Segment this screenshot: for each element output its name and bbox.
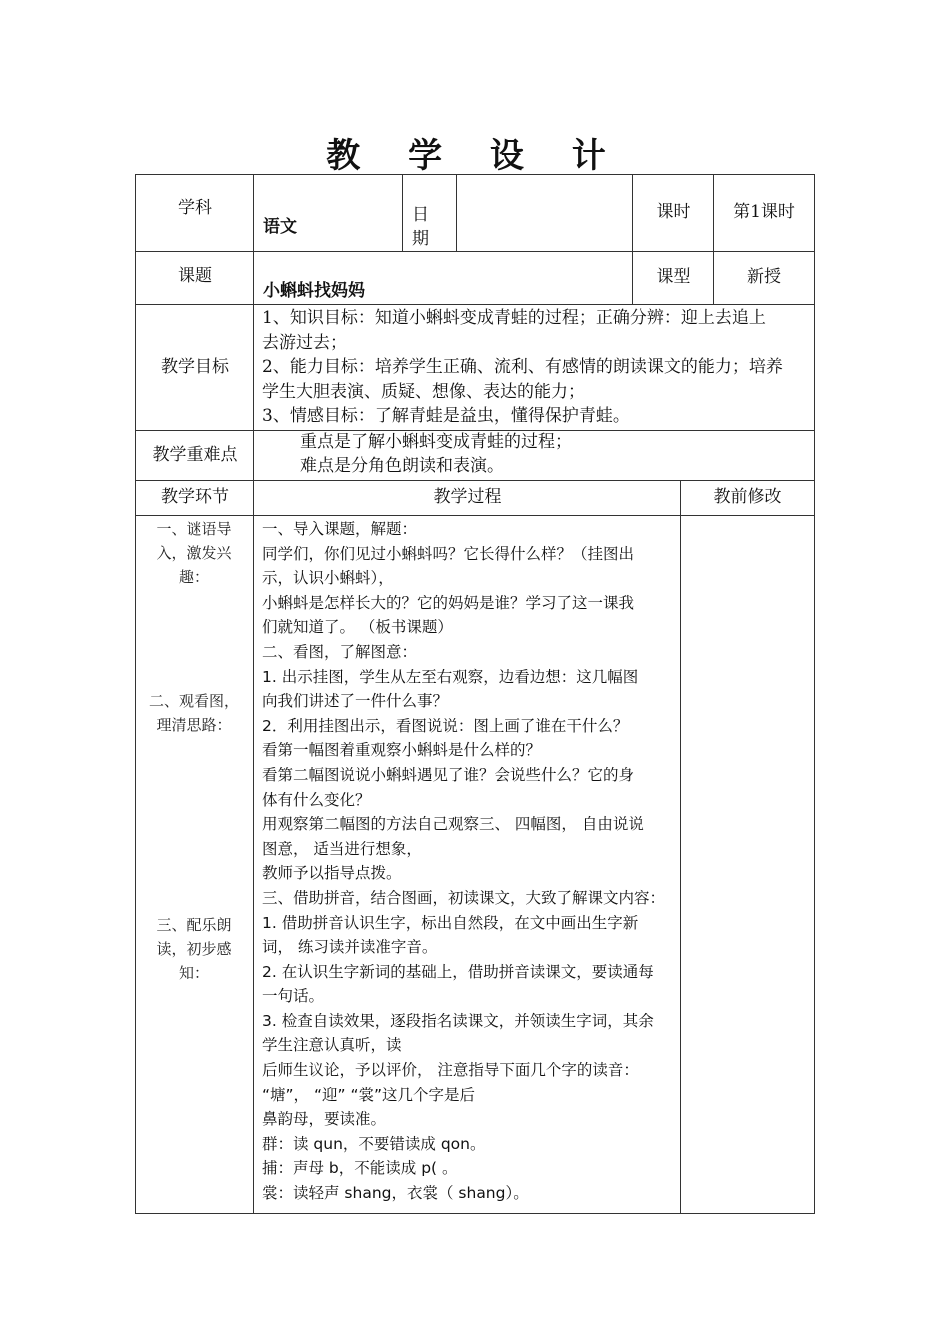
process-line: 用观察第二幅图的方法自己观察三、 四幅图， 自由说说: [262, 815, 644, 834]
goals-label-cell: [135, 304, 254, 431]
process-line: 鼻韵母，要读准。: [262, 1110, 387, 1129]
date-value-cell: [456, 174, 633, 252]
header-stage-cell: [135, 480, 254, 516]
process-line: 二、看图，了解图意：: [262, 642, 418, 661]
process-line: 小蝌蚪是怎样长大的？它的妈妈是谁？学习了这一课我: [262, 593, 635, 612]
process-line: 同学们，你们见过小蝌蚪吗？它长得什么样？（挂图出: [262, 544, 635, 563]
stage-line: 三、配乐朗: [156, 916, 232, 934]
document-title: 教 学 设 计: [326, 136, 624, 176]
stage-block: [136, 689, 252, 737]
subject-label-cell: [135, 174, 254, 252]
topic-value-cell: [253, 251, 633, 305]
keypoints-label-cell: [135, 430, 254, 481]
period-value-cell: [713, 174, 815, 252]
stage-line: 知：: [178, 964, 209, 982]
process-line: 看第一幅图着重观察小蝌蚪是什么样的？: [262, 741, 542, 760]
process-line: 示，认识小蝌蚪），: [262, 569, 394, 588]
stage-line: 入，激发兴: [156, 544, 232, 562]
topic-label-cell: [135, 251, 254, 305]
header-process-cell: [253, 480, 681, 516]
process-line: 群：读 qun，不要错读成 qon。: [262, 1134, 486, 1153]
process-line: 2．利用挂图出示，看图说说：图上画了谁在干什么？: [262, 716, 629, 735]
stage-column: [135, 515, 254, 1214]
process-line: 词， 练习读并读准字音。: [262, 938, 438, 957]
process-line: 们就知道了。 （板书课题）: [262, 618, 453, 637]
revision-column: [680, 515, 815, 1214]
type-value-cell: [713, 251, 815, 305]
process-line: 1. 借助拼音认识生字，标出自然段，在文中画出生字新: [262, 913, 639, 932]
process-line: 看第二幅图说说小蝌蚪遇见了谁？会说些什么？它的身: [262, 765, 635, 784]
stage-block: [136, 517, 252, 589]
process-line: 学生注意认真听，读: [262, 1036, 402, 1055]
subject-value-cell: [253, 174, 403, 252]
process-line: 图意， 适当进行想象，: [262, 839, 422, 858]
goals-line: 1、知识目标：知道小蝌蚪变成青蛙的过程；正确分辨：迎上去追上: [262, 308, 766, 328]
goals-line: 学生大胆表演、质疑、想像、表达的能力；: [262, 381, 585, 402]
goals-line: 去游过去；: [262, 332, 347, 353]
stage-line: 二、观看图，: [148, 692, 239, 710]
process-line: 后师生议论，予以评价， 注意指导下面几个字的读音：: [262, 1061, 639, 1080]
type-value: 新授: [747, 267, 781, 287]
header-stage: 教学环节: [161, 487, 229, 507]
process-line: “塘”， “迎” “裳”这几个字是后: [262, 1085, 476, 1104]
stage-line: 趣：: [178, 568, 209, 586]
stage-line: 理清思路：: [156, 716, 232, 734]
process-line: 一句话。: [262, 987, 325, 1006]
keypoints-line: 难点是分角色朗读和表演。: [300, 456, 504, 476]
process-line: 2. 在认识生字新词的基础上，借助拼音读课文，要读通每: [262, 962, 654, 981]
goals-line: 2、能力目标：培养学生正确、流利、有感情的朗读课文的能力；培养: [262, 357, 783, 378]
period-label-cell: [632, 174, 714, 252]
process-line: 教师予以指导点拨。: [262, 864, 402, 883]
process-line: 3. 检查自读效果，逐段指名读课文，并领读生字词，其余: [262, 1011, 654, 1030]
goals-line: 3、情感目标：了解青蛙是益虫，懂得保护青蛙。: [262, 406, 630, 427]
keypoints-label: 教学重难点: [152, 444, 238, 465]
header-process: 教学过程: [433, 487, 502, 507]
process-line: 体有什么变化？: [262, 790, 371, 809]
keypoints-content-cell: [253, 430, 815, 481]
process-line: 三、借助拼音，结合图画，初读课文，大致了解课文内容：: [262, 888, 666, 907]
process-column: [253, 515, 681, 1214]
subject-label: 学科: [178, 197, 212, 218]
topic-value: 小蝌蚪找妈妈: [263, 281, 365, 301]
process-line: 裳：读轻声 shang，衣裳（ shang）。: [262, 1184, 529, 1203]
header-revision: 教前修改: [713, 487, 782, 507]
keypoints-line: 重点是了解小蝌蚪变成青蛙的过程；: [300, 432, 572, 452]
stage-line: 读，初步感: [156, 940, 232, 958]
goals-label: 教学目标: [161, 356, 229, 377]
period-value: 第1课时: [733, 201, 795, 222]
process-line: 捕：声母 b，不能读成 p( 。: [262, 1159, 458, 1178]
date-label: 日期: [412, 205, 429, 249]
stage-line: 一、谜语导: [156, 520, 232, 538]
subject-value: 语文: [263, 217, 297, 237]
process-line: 向我们讲述了一件什么事？: [262, 692, 449, 711]
stage-block: [136, 913, 252, 985]
date-label-cell: [402, 174, 457, 252]
type-label: 课型: [656, 267, 691, 287]
goals-content-cell: [253, 304, 815, 431]
topic-label: 课题: [178, 266, 212, 286]
period-label: 课时: [656, 201, 691, 222]
header-revision-cell: [680, 480, 815, 516]
process-line: 一、导入课题，解题：: [262, 520, 418, 538]
process-line: 1. 出示挂图，学生从左至右观察，边看边想：这几幅图: [262, 667, 639, 686]
type-label-cell: [632, 251, 714, 305]
